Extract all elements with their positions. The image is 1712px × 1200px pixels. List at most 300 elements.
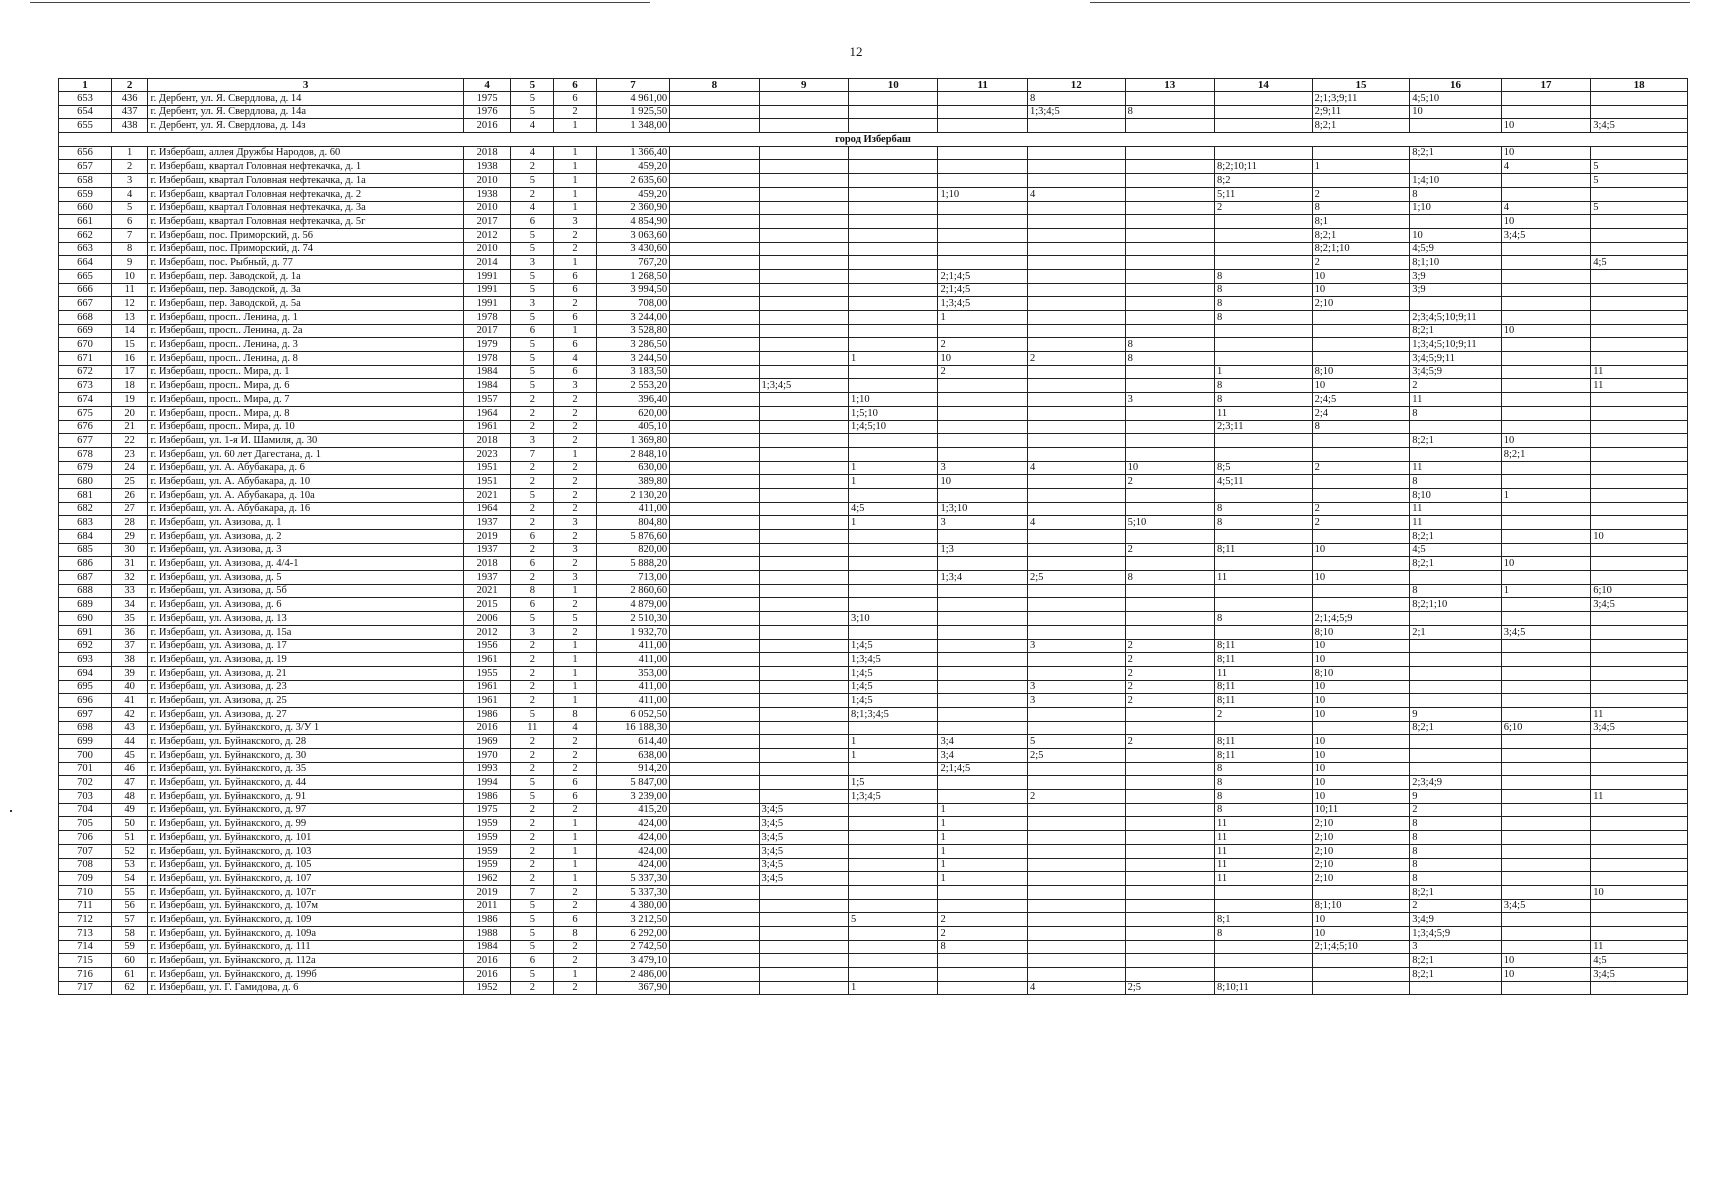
table-row <box>59 228 1688 242</box>
cell-col-13 <box>1125 119 1214 133</box>
cell-col-9 <box>759 488 848 502</box>
cell-col-10 <box>849 543 938 557</box>
cell-col-3: г. Избербаш, ул. Буйнакского, д. 3/У 1 <box>148 721 463 735</box>
cell-col-8 <box>670 899 759 913</box>
cell-col-2: 49 <box>111 803 148 817</box>
cell-col-6: 2 <box>554 393 597 407</box>
cell-col-5: 5 <box>511 913 554 927</box>
cell-col-7: 459,20 <box>596 187 669 201</box>
cell-col-18: 11 <box>1591 365 1688 379</box>
cell-col-16: 3 <box>1410 940 1502 954</box>
cell-col-11: 10 <box>938 475 1027 489</box>
cell-col-11 <box>938 625 1027 639</box>
cell-col-3: г. Избербаш, ул. Азизова, д. 4/4-1 <box>148 557 463 571</box>
cell-col-4: 2017 <box>463 324 511 338</box>
cell-col-6: 2 <box>554 899 597 913</box>
cell-col-16 <box>1410 639 1502 653</box>
cell-col-13 <box>1125 269 1214 283</box>
cell-col-16: 10 <box>1410 105 1502 119</box>
cell-col-2: 438 <box>111 119 148 133</box>
cell-col-15: 2;1;3;9;11 <box>1312 92 1410 106</box>
cell-col-16: 8 <box>1410 817 1502 831</box>
table-row <box>59 105 1688 119</box>
cell-col-12 <box>1027 872 1125 886</box>
table-row <box>59 242 1688 256</box>
cell-col-13 <box>1125 598 1214 612</box>
cell-col-9: 3;4;5 <box>759 817 848 831</box>
cell-col-12: 8 <box>1027 92 1125 106</box>
cell-col-16: 3;9 <box>1410 269 1502 283</box>
cell-col-14 <box>1215 119 1313 133</box>
cell-col-14: 8;11 <box>1215 735 1313 749</box>
cell-col-6: 2 <box>554 461 597 475</box>
cell-col-3: г. Избербаш, ул. Азизова, д. 6 <box>148 598 463 612</box>
cell-col-4: 1959 <box>463 831 511 845</box>
cell-col-3: г. Избербаш, ул. Азизова, д. 3 <box>148 543 463 557</box>
cell-col-2: 58 <box>111 926 148 940</box>
cell-col-12 <box>1027 803 1125 817</box>
cell-col-10 <box>849 283 938 297</box>
cell-col-17 <box>1501 406 1590 420</box>
cell-col-9 <box>759 146 848 160</box>
cell-col-9 <box>759 707 848 721</box>
cell-col-12 <box>1027 174 1125 188</box>
cell-col-7: 2 360,90 <box>596 201 669 215</box>
cell-col-10 <box>849 297 938 311</box>
cell-col-2: 51 <box>111 831 148 845</box>
cell-col-1: 666 <box>59 283 112 297</box>
cell-col-12 <box>1027 311 1125 325</box>
cell-col-9 <box>759 954 848 968</box>
cell-col-13 <box>1125 530 1214 544</box>
cell-col-6: 2 <box>554 749 597 763</box>
cell-col-12 <box>1027 242 1125 256</box>
cell-col-4: 1979 <box>463 338 511 352</box>
margin-dot <box>10 810 12 812</box>
cell-col-17 <box>1501 543 1590 557</box>
cell-col-7: 411,00 <box>596 639 669 653</box>
cell-col-6: 2 <box>554 940 597 954</box>
cell-col-9 <box>759 502 848 516</box>
cell-col-10 <box>849 598 938 612</box>
cell-col-5: 5 <box>511 940 554 954</box>
cell-col-4: 1991 <box>463 297 511 311</box>
cell-col-17 <box>1501 776 1590 790</box>
cell-col-14: 8 <box>1215 379 1313 393</box>
cell-col-8 <box>670 612 759 626</box>
cell-col-17 <box>1501 762 1590 776</box>
cell-col-1: 707 <box>59 844 112 858</box>
cell-col-12: 5 <box>1027 735 1125 749</box>
cell-col-7: 411,00 <box>596 502 669 516</box>
cell-col-16: 1;4;10 <box>1410 174 1502 188</box>
cell-col-11 <box>938 666 1027 680</box>
cell-col-9 <box>759 721 848 735</box>
cell-col-4: 1957 <box>463 393 511 407</box>
cell-col-9 <box>759 926 848 940</box>
cell-col-10: 1 <box>849 461 938 475</box>
cell-col-11: 2 <box>938 913 1027 927</box>
page-number: 12 <box>849 44 863 59</box>
cell-col-9 <box>759 981 848 995</box>
cell-col-8 <box>670 790 759 804</box>
cell-col-10: 1;5 <box>849 776 938 790</box>
cell-col-14: 8 <box>1215 502 1313 516</box>
cell-col-3: г. Избербаш, пос. Приморский, д. 74 <box>148 242 463 256</box>
cell-col-3: г. Избербаш, ул. А. Абубакара, д. 16 <box>148 502 463 516</box>
cell-col-2: 9 <box>111 256 148 270</box>
cell-col-7: 367,90 <box>596 981 669 995</box>
cell-col-2: 46 <box>111 762 148 776</box>
cell-col-6: 8 <box>554 926 597 940</box>
cell-col-1: 662 <box>59 228 112 242</box>
cell-col-15: 10 <box>1312 790 1410 804</box>
cell-col-14: 8;10;11 <box>1215 981 1313 995</box>
cell-col-7: 3 528,80 <box>596 324 669 338</box>
table-row <box>59 940 1688 954</box>
cell-col-5: 5 <box>511 926 554 940</box>
cell-col-16 <box>1410 571 1502 585</box>
cell-col-9 <box>759 913 848 927</box>
cell-col-7: 2 510,30 <box>596 612 669 626</box>
cell-col-13 <box>1125 297 1214 311</box>
table-row <box>59 447 1688 461</box>
cell-col-11: 1 <box>938 803 1027 817</box>
cell-col-11 <box>938 899 1027 913</box>
cell-col-15: 2;10 <box>1312 844 1410 858</box>
cell-col-11 <box>938 92 1027 106</box>
cell-col-15 <box>1312 584 1410 598</box>
cell-col-12 <box>1027 954 1125 968</box>
cell-col-1: 676 <box>59 420 112 434</box>
cell-col-11 <box>938 954 1027 968</box>
cell-col-17: 6;10 <box>1501 721 1590 735</box>
cell-col-11 <box>938 242 1027 256</box>
table-row <box>59 968 1688 982</box>
cell-col-2: 10 <box>111 269 148 283</box>
cell-col-11 <box>938 680 1027 694</box>
cell-col-12: 4 <box>1027 461 1125 475</box>
cell-col-13 <box>1125 365 1214 379</box>
cell-col-2: 62 <box>111 981 148 995</box>
cell-col-5: 2 <box>511 187 554 201</box>
cell-col-8 <box>670 420 759 434</box>
cell-col-5: 5 <box>511 105 554 119</box>
table-row <box>59 721 1688 735</box>
cell-col-2: 60 <box>111 954 148 968</box>
cell-col-18 <box>1591 762 1688 776</box>
cell-col-5: 5 <box>511 311 554 325</box>
cell-col-3: г. Избербаш, ул. Буйнакского, д. 107м <box>148 899 463 913</box>
cell-col-4: 2023 <box>463 447 511 461</box>
cell-col-11 <box>938 215 1027 229</box>
cell-col-1: 661 <box>59 215 112 229</box>
table-row <box>59 365 1688 379</box>
cell-col-2: 17 <box>111 365 148 379</box>
cell-col-10: 1;4;5 <box>849 680 938 694</box>
cell-col-2: 28 <box>111 516 148 530</box>
cell-col-12 <box>1027 324 1125 338</box>
cell-col-7: 1 369,80 <box>596 434 669 448</box>
cell-col-14 <box>1215 584 1313 598</box>
cell-col-4: 2006 <box>463 612 511 626</box>
cell-col-7: 3 063,60 <box>596 228 669 242</box>
cell-col-2: 54 <box>111 872 148 886</box>
table-row <box>59 215 1688 229</box>
cell-col-1: 672 <box>59 365 112 379</box>
cell-col-4: 1978 <box>463 311 511 325</box>
cell-col-2: 20 <box>111 406 148 420</box>
cell-col-5: 2 <box>511 406 554 420</box>
cell-col-2: 45 <box>111 749 148 763</box>
cell-col-1: 665 <box>59 269 112 283</box>
cell-col-3: г. Избербаш, ул. Буйнакского, д. 109а <box>148 926 463 940</box>
cell-col-11 <box>938 379 1027 393</box>
cell-col-13 <box>1125 92 1214 106</box>
cell-col-13 <box>1125 502 1214 516</box>
cell-col-4: 2016 <box>463 954 511 968</box>
cell-col-8 <box>670 803 759 817</box>
cell-col-9 <box>759 393 848 407</box>
cell-col-18 <box>1591 680 1688 694</box>
cell-col-17 <box>1501 598 1590 612</box>
cell-col-5: 2 <box>511 749 554 763</box>
cell-col-12 <box>1027 899 1125 913</box>
cell-col-14 <box>1215 954 1313 968</box>
cell-col-16: 8;2;1 <box>1410 434 1502 448</box>
cell-col-7: 2 130,20 <box>596 488 669 502</box>
cell-col-4: 1961 <box>463 653 511 667</box>
cell-col-9 <box>759 174 848 188</box>
cell-col-14: 5;11 <box>1215 187 1313 201</box>
cell-col-17: 10 <box>1501 968 1590 982</box>
cell-col-15 <box>1312 311 1410 325</box>
cell-col-7: 4 380,00 <box>596 899 669 913</box>
cell-col-5: 2 <box>511 653 554 667</box>
cell-col-1: 706 <box>59 831 112 845</box>
cell-col-18 <box>1591 502 1688 516</box>
cell-col-5: 7 <box>511 447 554 461</box>
cell-col-16: 8;2;1 <box>1410 954 1502 968</box>
cell-col-4: 2017 <box>463 215 511 229</box>
cell-col-10 <box>849 831 938 845</box>
cell-col-10 <box>849 338 938 352</box>
cell-col-3: г. Избербаш, ул. Азизова, д. 5б <box>148 584 463 598</box>
table-row <box>59 571 1688 585</box>
cell-col-2: 25 <box>111 475 148 489</box>
cell-col-8 <box>670 557 759 571</box>
cell-col-18: 5 <box>1591 160 1688 174</box>
cell-col-10 <box>849 557 938 571</box>
cell-col-15: 10 <box>1312 571 1410 585</box>
cell-col-10 <box>849 954 938 968</box>
cell-col-18 <box>1591 92 1688 106</box>
table-row <box>59 885 1688 899</box>
cell-col-4: 1984 <box>463 365 511 379</box>
cell-col-11 <box>938 160 1027 174</box>
cell-col-8 <box>670 639 759 653</box>
cell-col-17 <box>1501 885 1590 899</box>
cell-col-17: 3;4;5 <box>1501 899 1590 913</box>
table-row <box>59 981 1688 995</box>
cell-col-15: 8;10 <box>1312 666 1410 680</box>
cell-col-1: 659 <box>59 187 112 201</box>
cell-col-5: 5 <box>511 612 554 626</box>
cell-col-11 <box>938 488 1027 502</box>
cell-col-2: 42 <box>111 707 148 721</box>
cell-col-2: 16 <box>111 352 148 366</box>
cell-col-2: 30 <box>111 543 148 557</box>
cell-col-3: г. Избербаш, ул. Буйнакского, д. 107 <box>148 872 463 886</box>
cell-col-12 <box>1027 502 1125 516</box>
cell-col-17 <box>1501 707 1590 721</box>
cell-col-16: 11 <box>1410 393 1502 407</box>
cell-col-3: г. Избербаш, ул. А. Абубакара, д. 6 <box>148 461 463 475</box>
cell-col-9: 3;4;5 <box>759 831 848 845</box>
cell-col-15: 2 <box>1312 502 1410 516</box>
cell-col-7: 424,00 <box>596 844 669 858</box>
cell-col-12 <box>1027 215 1125 229</box>
cell-col-13 <box>1125 707 1214 721</box>
cell-col-17 <box>1501 502 1590 516</box>
cell-col-12: 4 <box>1027 187 1125 201</box>
cell-col-15 <box>1312 338 1410 352</box>
table-row <box>59 543 1688 557</box>
cell-col-10 <box>849 434 938 448</box>
cell-col-8 <box>670 817 759 831</box>
cell-col-16: 3;4;5;9 <box>1410 365 1502 379</box>
cell-col-17 <box>1501 379 1590 393</box>
cell-col-14: 4;5;11 <box>1215 475 1313 489</box>
cell-col-18 <box>1591 735 1688 749</box>
cell-col-6: 6 <box>554 790 597 804</box>
cell-col-7: 1 925,50 <box>596 105 669 119</box>
cell-col-8 <box>670 311 759 325</box>
cell-col-15: 10 <box>1312 707 1410 721</box>
cell-col-5: 5 <box>511 379 554 393</box>
cell-col-4: 1994 <box>463 776 511 790</box>
cell-col-2: 40 <box>111 680 148 694</box>
cell-col-7: 2 742,50 <box>596 940 669 954</box>
cell-col-4: 2010 <box>463 174 511 188</box>
cell-col-17: 4 <box>1501 160 1590 174</box>
cell-col-9 <box>759 790 848 804</box>
cell-col-15 <box>1312 146 1410 160</box>
cell-col-16: 8 <box>1410 831 1502 845</box>
cell-col-10: 10 <box>849 79 938 92</box>
cell-col-14 <box>1215 625 1313 639</box>
cell-col-7: 708,00 <box>596 297 669 311</box>
cell-col-18 <box>1591 242 1688 256</box>
cell-col-6: 2 <box>554 105 597 119</box>
cell-col-12 <box>1027 926 1125 940</box>
cell-col-2: 15 <box>111 338 148 352</box>
cell-col-6: 2 <box>554 625 597 639</box>
cell-col-6: 1 <box>554 584 597 598</box>
cell-col-1: 674 <box>59 393 112 407</box>
cell-col-11: 2 <box>938 338 1027 352</box>
cell-col-2: 24 <box>111 461 148 475</box>
cell-col-18 <box>1591 557 1688 571</box>
cell-col-17 <box>1501 817 1590 831</box>
table-row <box>59 694 1688 708</box>
cell-col-14: 11 <box>1215 844 1313 858</box>
cell-col-17 <box>1501 735 1590 749</box>
cell-col-11 <box>938 420 1027 434</box>
cell-col-13 <box>1125 324 1214 338</box>
cell-col-15: 1 <box>1312 160 1410 174</box>
cell-col-11: 3 <box>938 461 1027 475</box>
table-row <box>59 749 1688 763</box>
cell-col-4: 2016 <box>463 721 511 735</box>
cell-col-6: 1 <box>554 653 597 667</box>
section-title: город Избербаш <box>59 133 1688 147</box>
cell-col-13 <box>1125 584 1214 598</box>
cell-col-6: 6 <box>554 913 597 927</box>
cell-col-7: 7 <box>596 79 669 92</box>
cell-col-18 <box>1591 228 1688 242</box>
cell-col-15: 10 <box>1312 749 1410 763</box>
cell-col-14: 8 <box>1215 776 1313 790</box>
cell-col-18 <box>1591 625 1688 639</box>
cell-col-1: 713 <box>59 926 112 940</box>
cell-col-4: 1988 <box>463 926 511 940</box>
cell-col-14 <box>1215 488 1313 502</box>
cell-col-4: 2010 <box>463 242 511 256</box>
table-row <box>59 872 1688 886</box>
cell-col-9 <box>759 899 848 913</box>
table-row <box>59 913 1688 927</box>
cell-col-9 <box>759 598 848 612</box>
cell-col-13 <box>1125 434 1214 448</box>
cell-col-2: 56 <box>111 899 148 913</box>
cell-col-18 <box>1591 666 1688 680</box>
cell-col-11 <box>938 119 1027 133</box>
cell-col-10: 1;4;5;10 <box>849 420 938 434</box>
cell-col-9 <box>759 571 848 585</box>
cell-col-7: 713,00 <box>596 571 669 585</box>
cell-col-2: 50 <box>111 817 148 831</box>
table-row <box>59 844 1688 858</box>
cell-col-7: 5 337,30 <box>596 885 669 899</box>
cell-col-13: 2 <box>1125 653 1214 667</box>
cell-col-7: 767,20 <box>596 256 669 270</box>
cell-col-12 <box>1027 365 1125 379</box>
cell-col-5: 2 <box>511 735 554 749</box>
cell-col-13 <box>1125 831 1214 845</box>
cell-col-18: 4;5 <box>1591 256 1688 270</box>
cell-col-9 <box>759 365 848 379</box>
cell-col-14 <box>1215 324 1313 338</box>
cell-col-14: 8 <box>1215 269 1313 283</box>
cell-col-15: 10 <box>1312 653 1410 667</box>
cell-col-6: 2 <box>554 762 597 776</box>
cell-col-4: 1952 <box>463 981 511 995</box>
cell-col-1: 667 <box>59 297 112 311</box>
cell-col-5: 6 <box>511 530 554 544</box>
cell-col-13 <box>1125 899 1214 913</box>
cell-col-10 <box>849 269 938 283</box>
cell-col-6: 2 <box>554 242 597 256</box>
cell-col-7: 2 848,10 <box>596 447 669 461</box>
cell-col-10: 4;5 <box>849 502 938 516</box>
cell-col-17 <box>1501 940 1590 954</box>
table-row <box>59 311 1688 325</box>
cell-col-6: 6 <box>554 92 597 106</box>
cell-col-18: 11 <box>1591 940 1688 954</box>
cell-col-14 <box>1215 968 1313 982</box>
cell-col-10: 1;10 <box>849 393 938 407</box>
